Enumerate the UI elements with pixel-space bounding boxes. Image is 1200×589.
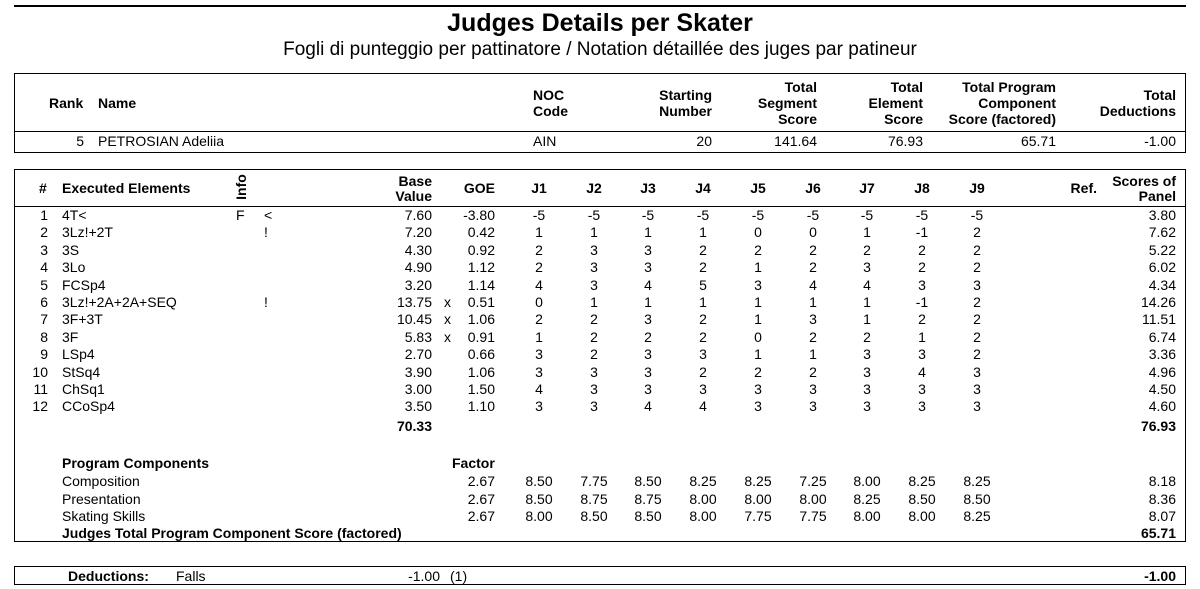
element-judge-score: 1 <box>699 294 707 310</box>
pcs-header-2: Component <box>978 95 1056 111</box>
element-name: FCSp4 <box>62 276 106 293</box>
ref-header: Ref. <box>1070 180 1097 196</box>
judge-header-5: J5 <box>750 180 766 196</box>
deductions-count: (1) <box>450 568 468 584</box>
element-info-flag: F <box>236 207 245 223</box>
element-judge-score: 1 <box>754 311 762 328</box>
element-judge-score: 2 <box>809 328 817 345</box>
panel-header-2: Panel <box>1138 188 1176 204</box>
element-goe: 1.10 <box>467 398 495 415</box>
element-judge-score: -5 <box>806 207 820 223</box>
element-base-value: 5.83 <box>404 328 432 345</box>
element-judge-score: 2 <box>535 311 543 328</box>
element-judge-score: 2 <box>754 363 762 380</box>
element-judge-score: 3 <box>918 346 926 363</box>
element-judge-score: 3 <box>973 398 981 415</box>
element-judge-score: 3 <box>809 381 817 397</box>
element-judge-score: 3 <box>590 363 598 380</box>
judge-header-8: J8 <box>914 180 930 196</box>
element-goe: 1.50 <box>467 381 495 397</box>
element-judge-score: 3 <box>918 276 926 293</box>
element-judge-score: 3 <box>918 398 926 415</box>
element-judge-score: 4 <box>863 276 871 293</box>
judge-header-2: J2 <box>586 180 602 196</box>
element-judge-score: 4 <box>535 276 543 293</box>
component-judge-score: 8.50 <box>525 473 553 489</box>
element-judge-score: 1 <box>644 224 652 241</box>
element-judge-score: 2 <box>918 311 926 328</box>
info-header: Info <box>233 174 249 200</box>
element-judge-score: 3 <box>973 381 981 397</box>
element-judge-score: 3 <box>535 398 543 415</box>
element-panel-score: 4.96 <box>1148 363 1176 380</box>
element-judge-score: 1 <box>590 294 598 310</box>
element-goe: 0.51 <box>467 294 495 310</box>
component-judge-score: 8.00 <box>908 508 936 524</box>
element-judge-score: 2 <box>699 259 707 276</box>
deductions-type: Falls <box>176 568 206 584</box>
element-judge-score: 3 <box>590 398 598 415</box>
element-judge-score: 4 <box>644 276 652 293</box>
component-judge-score: 8.00 <box>853 508 881 524</box>
element-bonus-mark: x <box>444 294 451 310</box>
element-judge-score: 3 <box>535 363 543 380</box>
element-judge-score: 2 <box>590 311 598 328</box>
element-name: 4T< <box>62 207 87 223</box>
element-judge-score: -5 <box>751 207 765 223</box>
element-judge-score: 1 <box>809 346 817 363</box>
num-header: # <box>39 180 47 196</box>
element-judge-score: 2 <box>809 259 817 276</box>
element-judge-score: 1 <box>590 224 598 241</box>
component-judge-score: 8.25 <box>689 473 717 489</box>
judge-header-7: J7 <box>859 180 875 196</box>
elements-total-base: 70.33 <box>396 418 432 434</box>
component-judge-score: 8.25 <box>853 490 881 507</box>
tss-header-3: Score <box>778 111 817 127</box>
element-judge-score: 3 <box>809 311 817 328</box>
element-judge-score: 2 <box>863 241 871 258</box>
element-judge-score: 1 <box>754 259 762 276</box>
element-judge-score: 2 <box>699 363 707 380</box>
element-judge-score: 1 <box>535 224 543 241</box>
pcs-header-1: Total Program <box>962 79 1056 95</box>
tes-header-3: Score <box>884 111 923 127</box>
judge-header-6: J6 <box>805 180 821 196</box>
noc-header-1: NOC <box>533 87 565 103</box>
element-judge-score: 3 <box>699 346 707 363</box>
element-judge-score: -5 <box>696 207 710 223</box>
element-judge-score: 0 <box>754 328 762 345</box>
element-judge-score: 2 <box>754 241 762 258</box>
judge-header-9: J9 <box>969 180 985 196</box>
element-number: 4 <box>40 259 48 276</box>
component-name: Composition <box>62 473 140 489</box>
element-judge-score: 2 <box>590 328 598 345</box>
deductions-label: Deductions: <box>68 568 149 584</box>
component-judge-score: 8.00 <box>525 508 553 524</box>
element-judge-score: 0 <box>809 224 817 241</box>
skater-rank: 5 <box>76 133 84 149</box>
element-judge-score: 2 <box>973 241 981 258</box>
element-base-value: 3.20 <box>404 276 432 293</box>
element-judge-score: 2 <box>973 328 981 345</box>
top-rule <box>14 5 1186 7</box>
element-info-mark: ! <box>264 294 268 310</box>
component-judge-score: 7.75 <box>744 508 772 524</box>
element-info-mark: ! <box>264 224 268 241</box>
element-judge-score: 2 <box>644 328 652 345</box>
element-judge-score: 3 <box>590 276 598 293</box>
ded-header-1: Total <box>1143 87 1176 103</box>
element-panel-score: 3.36 <box>1148 346 1176 363</box>
summary-divider <box>15 131 1185 132</box>
element-goe: 1.06 <box>467 311 495 328</box>
judge-header-3: J3 <box>640 180 656 196</box>
page-title: Judges Details per Skater <box>447 9 753 37</box>
element-judge-score: 2 <box>809 241 817 258</box>
component-judge-score: 8.75 <box>580 490 608 507</box>
element-name: 3Lz!+2A+2A+SEQ <box>62 294 177 310</box>
element-panel-score: 14.26 <box>1140 294 1176 310</box>
element-name: 3Lz!+2T <box>62 224 113 241</box>
component-judge-score: 8.50 <box>634 508 662 524</box>
executed-elements-header: Executed Elements <box>62 180 191 196</box>
element-judge-score: 2 <box>590 346 598 363</box>
element-judge-score: 2 <box>699 241 707 258</box>
element-judge-score: 3 <box>699 381 707 397</box>
factor-header: Factor <box>452 455 495 471</box>
element-judge-score: 5 <box>699 276 707 293</box>
element-judge-score: 3 <box>973 363 981 380</box>
component-judge-score: 8.25 <box>908 473 936 489</box>
element-judge-score: -5 <box>915 207 929 223</box>
element-judge-score: 1 <box>535 328 543 345</box>
component-judge-score: 8.25 <box>963 473 991 489</box>
element-name: 3F <box>62 328 79 345</box>
element-number: 10 <box>32 363 48 380</box>
element-base-value: 2.70 <box>404 346 432 363</box>
elements-total-panel: 76.93 <box>1140 418 1176 434</box>
element-name: CCoSp4 <box>62 398 115 415</box>
skater-starting-number: 20 <box>696 133 712 149</box>
element-judge-score: 4 <box>809 276 817 293</box>
element-judge-score: 4 <box>644 398 652 415</box>
element-judge-score: 1 <box>863 294 871 310</box>
element-judge-score: -5 <box>587 207 601 223</box>
component-judge-score: 8.50 <box>580 508 608 524</box>
element-judge-score: 2 <box>699 328 707 345</box>
rank-header: Rank <box>49 95 84 111</box>
element-number: 11 <box>33 381 48 397</box>
skater-total-pcs: 65.71 <box>1020 133 1056 149</box>
element-judge-score: 3 <box>590 259 598 276</box>
noc-header-2: Code <box>533 103 568 119</box>
element-judge-score: 3 <box>863 363 871 380</box>
element-judge-score: 3 <box>863 259 871 276</box>
element-judge-score: 3 <box>644 311 652 328</box>
element-judge-score: 2 <box>973 224 981 241</box>
element-judge-score: 0 <box>754 224 762 241</box>
element-base-value: 3.00 <box>404 381 432 397</box>
element-judge-score: 2 <box>973 346 981 363</box>
tss-header-1: Total <box>784 79 817 95</box>
element-judge-score: 2 <box>535 259 543 276</box>
element-goe: 0.42 <box>467 224 495 241</box>
component-judge-score: 7.25 <box>799 473 827 489</box>
element-number: 2 <box>40 224 48 241</box>
components-total-label: Judges Total Program Component Score (factored) <box>62 525 402 541</box>
element-judge-score: 4 <box>535 381 543 397</box>
deductions-total: -1.00 <box>1144 568 1176 584</box>
skater-name: PETROSIAN Adeliia <box>98 133 225 149</box>
element-number: 12 <box>32 398 48 415</box>
component-judge-score: 8.50 <box>525 490 553 507</box>
element-panel-score: 4.34 <box>1148 276 1176 293</box>
element-judge-score: 4 <box>918 363 926 380</box>
start-header-1: Starting <box>659 87 712 103</box>
component-judge-score: 8.50 <box>963 490 991 507</box>
element-judge-score: 1 <box>863 311 871 328</box>
component-judge-score: 8.00 <box>689 490 717 507</box>
element-panel-score: 3.80 <box>1148 207 1176 223</box>
judge-header-4: J4 <box>695 180 711 196</box>
skater-total-deductions: -1.00 <box>1144 133 1176 149</box>
base-value-header-1: Base <box>398 173 432 189</box>
element-judge-score: 1 <box>863 224 871 241</box>
ded-header-2: Deductions <box>1099 103 1176 119</box>
element-base-value: 4.90 <box>404 259 432 276</box>
element-base-value: 7.60 <box>404 207 432 223</box>
element-judge-score: -5 <box>860 207 874 223</box>
element-judge-score: -5 <box>641 207 655 223</box>
element-judge-score: 2 <box>699 311 707 328</box>
component-panel-score: 8.36 <box>1148 490 1176 507</box>
page-subtitle: Fogli di punteggio per pattinatore / Notation détaillée des juges par patineur <box>283 39 917 60</box>
skater-noc: AIN <box>533 133 557 149</box>
component-judge-score: 8.00 <box>689 508 717 524</box>
element-judge-score: 3 <box>918 381 926 397</box>
element-number: 5 <box>40 276 48 293</box>
element-judge-score: 2 <box>809 363 817 380</box>
element-judge-score: 2 <box>973 311 981 328</box>
component-judge-score: 8.75 <box>634 490 662 507</box>
component-factor: 2.67 <box>467 490 495 507</box>
element-judge-score: 2 <box>973 294 981 310</box>
element-judge-score: 3 <box>973 276 981 293</box>
element-judge-score: 1 <box>918 328 926 345</box>
component-judge-score: 8.00 <box>799 490 827 507</box>
base-value-header-2: Value <box>395 188 432 204</box>
deductions-value: -1.00 <box>408 568 440 584</box>
component-name: Presentation <box>62 490 141 507</box>
element-panel-score: 4.60 <box>1148 398 1176 415</box>
element-number: 1 <box>40 207 48 223</box>
component-factor: 2.67 <box>467 508 495 524</box>
element-judge-score: 3 <box>644 363 652 380</box>
skater-total-segment-score: 141.64 <box>774 133 817 149</box>
element-name: 3S <box>62 241 80 258</box>
element-judge-score: 2 <box>918 241 926 258</box>
component-judge-score: 8.00 <box>853 473 881 489</box>
element-bonus-mark: x <box>444 311 451 328</box>
element-number: 6 <box>40 294 48 310</box>
element-name: StSq4 <box>62 363 101 380</box>
element-judge-score: 3 <box>644 381 652 397</box>
element-panel-score: 11.51 <box>1142 311 1176 328</box>
element-goe: 1.12 <box>467 259 495 276</box>
component-judge-score: 7.75 <box>799 508 827 524</box>
element-judge-score: 3 <box>809 398 817 415</box>
components-header: Program Components <box>62 455 210 471</box>
element-number: 3 <box>40 241 48 258</box>
element-number: 9 <box>40 346 48 363</box>
component-judge-score: 8.25 <box>963 508 991 524</box>
element-judge-score: 3 <box>644 346 652 363</box>
element-judge-score: 2 <box>535 241 543 258</box>
element-judge-score: 1 <box>644 294 652 310</box>
element-judge-score: 3 <box>754 381 762 397</box>
element-number: 8 <box>40 328 48 345</box>
element-judge-score: 3 <box>863 381 871 397</box>
element-base-value: 4.30 <box>404 241 432 258</box>
element-goe: 1.06 <box>467 363 495 380</box>
element-number: 7 <box>40 311 48 328</box>
component-judge-score: 7.75 <box>580 473 608 489</box>
element-judge-score: -1 <box>915 224 929 241</box>
element-judge-score: -5 <box>970 207 984 223</box>
element-goe: -3.80 <box>463 207 495 223</box>
component-judge-score: 8.00 <box>744 490 772 507</box>
component-factor: 2.67 <box>467 473 495 489</box>
element-judge-score: 3 <box>863 346 871 363</box>
element-name: ChSq1 <box>62 381 105 397</box>
element-name: LSp4 <box>62 346 95 363</box>
element-goe: 0.66 <box>467 346 495 363</box>
component-judge-score: 8.25 <box>744 473 772 489</box>
element-judge-score: 2 <box>973 259 981 276</box>
element-panel-score: 6.02 <box>1148 259 1176 276</box>
components-total: 65.71 <box>1140 525 1176 541</box>
element-goe: 1.14 <box>467 276 495 293</box>
element-base-value: 3.90 <box>404 363 432 380</box>
element-judge-score: -5 <box>532 207 546 223</box>
element-judge-score: 3 <box>590 241 598 258</box>
component-panel-score: 8.18 <box>1148 473 1176 489</box>
tes-header-1: Total <box>890 79 923 95</box>
element-judge-score: 1 <box>754 294 762 310</box>
element-judge-score: 1 <box>754 346 762 363</box>
component-panel-score: 8.07 <box>1148 508 1176 524</box>
start-header-2: Number <box>659 103 712 119</box>
name-header: Name <box>98 95 137 111</box>
element-judge-score: 3 <box>644 259 652 276</box>
element-info-mark: < <box>264 207 273 223</box>
element-judge-score: 4 <box>699 398 707 415</box>
goe-header: GOE <box>463 180 495 196</box>
element-judge-score: 3 <box>590 381 598 397</box>
element-name: 3Lo <box>62 259 86 276</box>
element-panel-score: 6.74 <box>1148 328 1176 345</box>
element-panel-score: 5.22 <box>1148 241 1176 258</box>
element-judge-score: 2 <box>918 259 926 276</box>
element-judge-score: 3 <box>644 241 652 258</box>
element-judge-score: 3 <box>535 346 543 363</box>
element-judge-score: 3 <box>754 398 762 415</box>
panel-header-1: Scores of <box>1112 173 1176 189</box>
skater-total-element-score: 76.93 <box>887 133 923 149</box>
element-judge-score: 2 <box>863 328 871 345</box>
component-judge-score: 8.50 <box>908 490 936 507</box>
element-base-value: 7.20 <box>404 224 432 241</box>
tes-header-2: Element <box>868 95 923 111</box>
element-name: 3F+3T <box>62 311 103 328</box>
element-panel-score: 4.50 <box>1148 381 1176 397</box>
element-bonus-mark: x <box>444 328 451 345</box>
component-judge-score: 8.50 <box>634 473 662 489</box>
pcs-header-3: Score (factored) <box>948 111 1056 127</box>
tss-header-2: Segment <box>757 95 817 111</box>
element-panel-score: 7.62 <box>1148 224 1176 241</box>
judge-header-1: J1 <box>531 180 547 196</box>
element-base-value: 10.45 <box>396 311 432 328</box>
component-name: Skating Skills <box>62 508 146 524</box>
element-judge-score: 1 <box>809 294 817 310</box>
element-base-value: 13.75 <box>396 294 432 310</box>
element-judge-score: 1 <box>699 224 707 241</box>
element-judge-score: 3 <box>754 276 762 293</box>
element-goe: 0.91 <box>467 328 495 345</box>
element-goe: 0.92 <box>467 241 495 258</box>
element-judge-score: 3 <box>863 398 871 415</box>
element-judge-score: -1 <box>915 294 929 310</box>
element-base-value: 3.50 <box>404 398 432 415</box>
element-judge-score: 0 <box>535 294 543 310</box>
